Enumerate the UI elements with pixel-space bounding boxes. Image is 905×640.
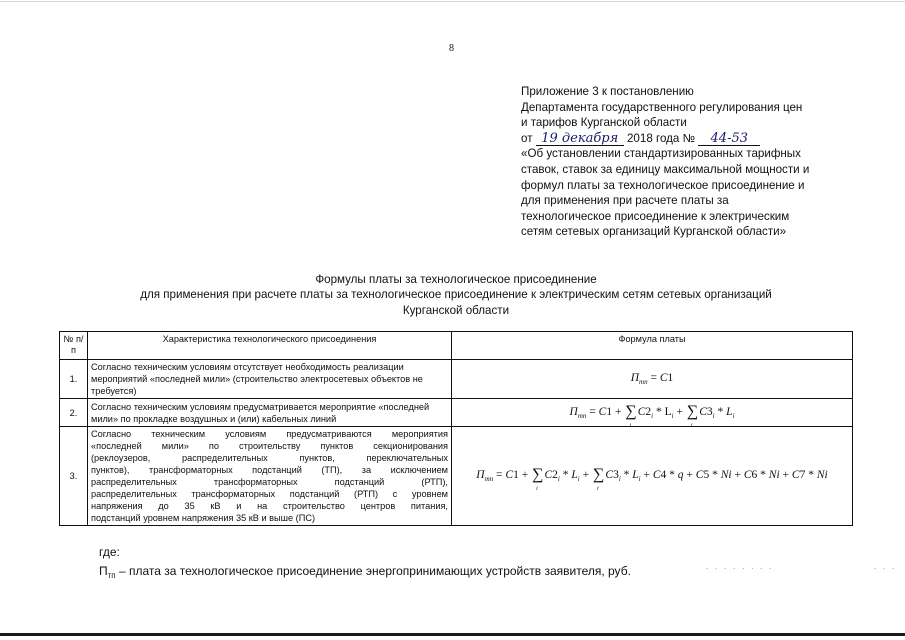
row-number: 2. bbox=[60, 399, 88, 427]
row-formula bbox=[452, 360, 853, 399]
bottom-rule bbox=[0, 633, 905, 636]
where-symbol: $П_{тп}$ bbox=[99, 564, 116, 580]
scan-artifact: . . . bbox=[874, 561, 897, 571]
sum-sign: ∑ i bbox=[592, 466, 605, 492]
row-formula bbox=[452, 399, 853, 427]
title-line: Курганской области bbox=[402, 303, 510, 317]
formula-3: $П_{тп} = С1$ + ∑ i $С2_i * L_i$ + ∑ i $С3_i * L_i + С4 * q + С5 * Ni + С6 * Ni + С7 * Ni$ bbox=[476, 466, 828, 492]
table-row bbox=[60, 427, 853, 526]
page-number: 8 bbox=[449, 43, 454, 54]
appendix-subject: для применения при расчете платы за bbox=[521, 194, 729, 208]
where-dash: – bbox=[118, 564, 126, 578]
scan-artifact: . . . . . . . . bbox=[706, 561, 774, 571]
where-definition: плата за технологическое присоединение энергопринимающих устройств заявителя, руб. bbox=[129, 564, 631, 578]
row-characteristic: Согласно техническим условиям предусматривается мероприятие «последней мили» по прокладке воздушных и (или) кабельных линий bbox=[88, 399, 452, 427]
sum-sign: ∑ i bbox=[686, 402, 699, 429]
appendix-subject: сетям сетевых организаций Курганской области» bbox=[521, 225, 787, 239]
formula-1: $П_{тп} = С1$ bbox=[630, 372, 674, 386]
where-label: где: bbox=[99, 545, 120, 559]
document-title bbox=[60, 272, 852, 318]
column-header-characteristic: Характеристика технологического присоединения bbox=[88, 332, 452, 360]
top-rule bbox=[0, 1, 905, 2]
appendix-subject: формул платы за технологическое присоединение и bbox=[521, 178, 805, 192]
row-characteristic: Согласно техническим условиям предусматриваются мероприятия «последней мили» по строительству пунктов секционирования (реклоузеров, распределительных пунктов, переключательных пунктов), трансформаторных подстанций (ТП), за исключением распределительных трансформаторных подстанций (РТП), распределительных трансформаторных подстанций (РТП) с уровнем напряжения до 35 кВ и на строительство центров питания, подстанций уровнем напряжения 35 кВ и выше (ПС) bbox=[88, 427, 452, 526]
title-line: для применения при расчете платы за технологическое присоединение к электрическим сетям сетевых организаций bbox=[140, 288, 772, 302]
row-characteristic: Согласно техническим условиям отсутствует необходимость реализации мероприятий «последней мили» (строительство электросетевых объектов не требуется) bbox=[88, 360, 452, 399]
row-number: 1. bbox=[60, 360, 88, 399]
sum-sign: ∑ i bbox=[532, 466, 544, 492]
handwritten-number: 44-53 bbox=[698, 132, 760, 146]
appendix-subject: ставок, ставок за единицу максимальной мощности и bbox=[521, 162, 810, 176]
year-label: 2018 года № bbox=[626, 131, 696, 145]
row-formula bbox=[452, 427, 853, 526]
appendix-line: Департамента государственного регулирования цен bbox=[521, 100, 803, 114]
formulas-table bbox=[59, 331, 853, 526]
where-section bbox=[99, 543, 631, 585]
table-header-row bbox=[60, 332, 853, 360]
formula-2: $П_{тп} = С1$ + ∑ i $С2_i * L_i$ + ∑ i $С3_i * L_i$ bbox=[569, 402, 735, 429]
appendix-subject: «Об установлении стандартизированных тарифных bbox=[521, 147, 801, 161]
row-number: 3. bbox=[60, 427, 88, 526]
column-header-formula: Формула платы bbox=[452, 332, 853, 360]
sum-sign: ∑ i bbox=[625, 402, 637, 429]
appendix-header bbox=[521, 84, 851, 240]
title-line: Формулы платы за технологическое присоединение bbox=[315, 273, 597, 286]
from-label: от bbox=[521, 131, 533, 145]
table-row bbox=[60, 360, 853, 399]
appendix-line: и тарифов Курганской области bbox=[521, 116, 687, 130]
where-definition-line bbox=[99, 562, 631, 585]
appendix-subject: технологическое присоединение к электрическим bbox=[521, 209, 790, 223]
appendix-line: Приложение 3 к постановлению bbox=[521, 85, 694, 98]
table-row bbox=[60, 399, 853, 427]
appendix-date-line bbox=[521, 131, 851, 147]
column-header-number: № п/п bbox=[60, 332, 88, 360]
handwritten-date: 19 декабря bbox=[536, 132, 624, 146]
